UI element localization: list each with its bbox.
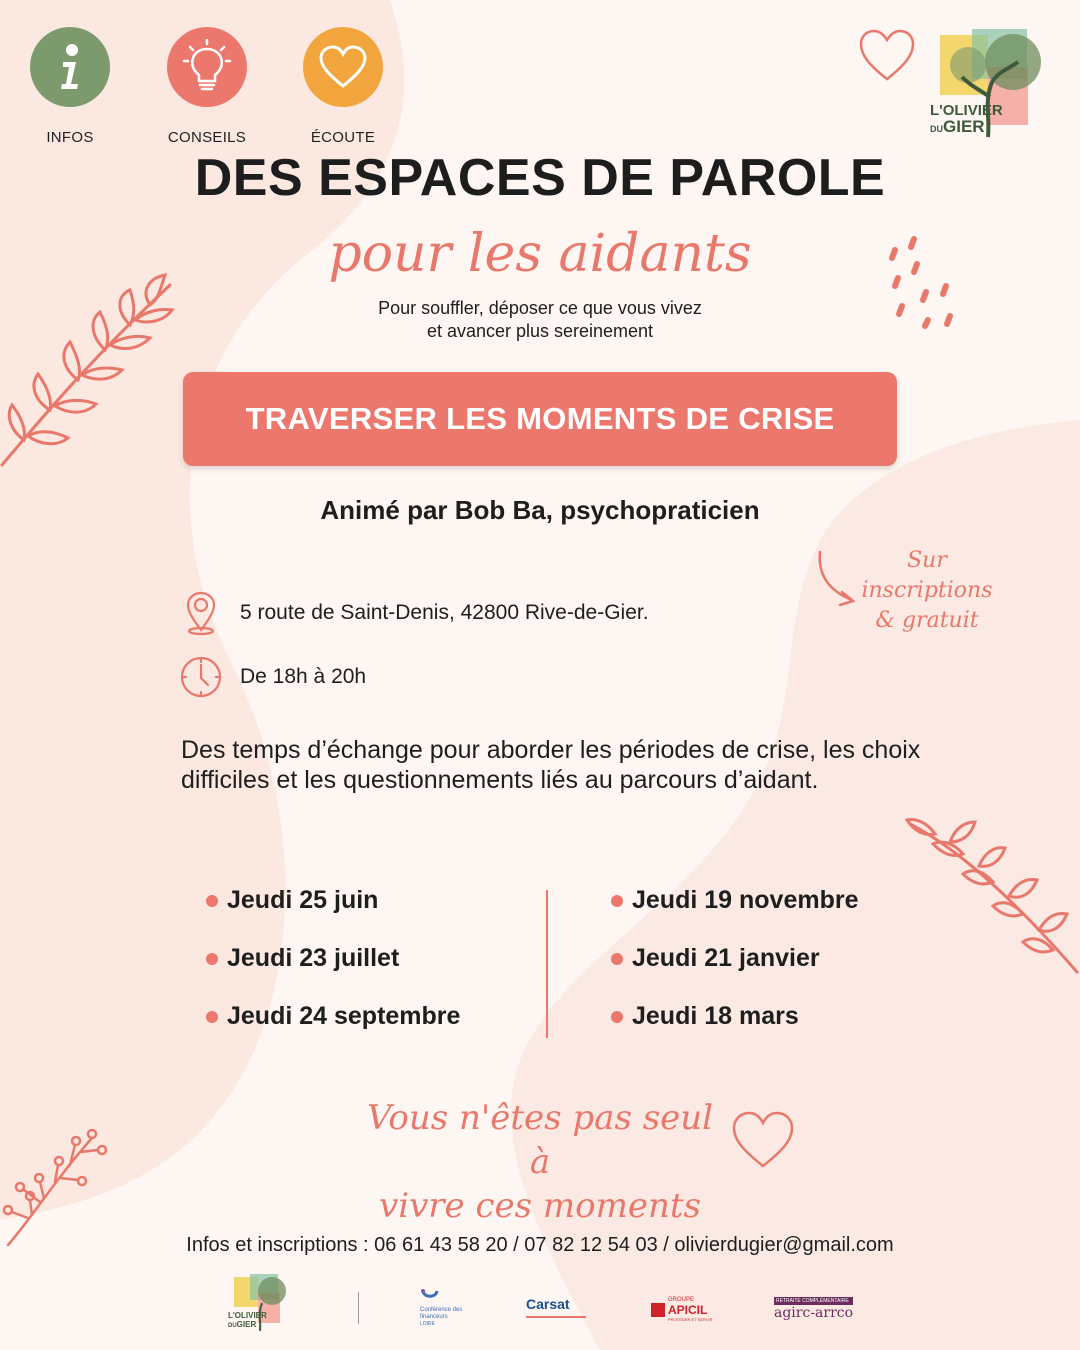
branch-decoration-left <box>0 270 180 470</box>
apicil-square-icon <box>651 1303 665 1317</box>
category-label: CONSEILS <box>167 129 247 146</box>
page-title: DES ESPACES DE PAROLE <box>194 149 886 207</box>
clock-icon <box>180 656 222 698</box>
apicil-logo: GROUPE APICIL PROTÉGER ET SERVIR <box>651 1296 713 1324</box>
date-item: Jeudi 21 janvier <box>611 944 820 973</box>
logo-text: L'OLIVIER DUGIER <box>930 102 1003 136</box>
olivier-logo-small: L'OLIVIER DUGIER <box>228 1273 298 1335</box>
tagline: Pour souffler, déposer ce que vous vivez et avancer plus sereinement <box>378 298 702 341</box>
bullet-dot <box>611 1011 623 1023</box>
registration-note: Sur inscriptions & gratuit <box>861 548 993 633</box>
lightbulb-icon <box>167 27 247 107</box>
heart-outline-icon <box>857 27 917 85</box>
bullet-dot <box>611 895 623 907</box>
bullet-dot <box>206 895 218 907</box>
description: Des temps d’échange pour aborder les périodes de crise, les choix difficiles et les questionnements liés au parcours d’aidant. <box>181 736 921 794</box>
category-infos <box>15 27 125 146</box>
category-label: ÉCOUTE <box>310 129 376 146</box>
dash-decoration <box>884 234 964 334</box>
heart-icon <box>303 27 383 107</box>
hours-text: De 18h à 20h <box>240 665 367 688</box>
date-item: Jeudi 24 septembre <box>206 1002 460 1031</box>
bullet-dot <box>611 953 623 965</box>
bullet-dot <box>206 953 218 965</box>
agirc-arrco-logo: RETRAITE COMPLÉMENTAIRE agirc-arrco <box>774 1298 854 1321</box>
branch-decoration-right <box>905 812 1080 977</box>
address-row <box>180 590 649 636</box>
category-ecoute <box>288 27 398 146</box>
arc-icon <box>420 1288 440 1302</box>
hours-row <box>180 656 366 698</box>
address-text: 5 route de Saint-Denis, 42800 Rive-de-Gier. <box>240 601 649 624</box>
olivier-logo <box>928 27 1058 147</box>
date-item: Jeudi 18 mars <box>611 1002 799 1031</box>
bullet-dot <box>206 1011 218 1023</box>
session-banner: TRAVERSER LES MOMENTS DE CRISE <box>183 372 897 466</box>
date-item: Jeudi 25 juin <box>206 886 378 915</box>
berry-branch-decoration <box>0 1120 110 1250</box>
page-subtitle: pour les aidants <box>328 224 752 284</box>
heart-outline-icon <box>730 1108 796 1174</box>
info-icon <box>30 27 110 107</box>
logo-separator <box>358 1292 359 1324</box>
category-label: INFOS <box>46 129 94 146</box>
date-item: Jeudi 19 novembre <box>611 886 858 915</box>
date-item: Jeudi 23 juillet <box>206 944 399 973</box>
dates-divider <box>546 890 548 1038</box>
carsat-logo: Carsat <box>526 1296 586 1318</box>
location-pin-icon <box>180 590 222 636</box>
contact-line: Infos et inscriptions : 06 61 43 58 20 / 07 82 12 54 03 / olivierdugier@gmail.com <box>186 1234 894 1256</box>
category-conseils <box>152 27 262 146</box>
animator-text: Animé par Bob Ba, psychopraticien <box>320 495 760 525</box>
conference-financeurs-logo: Conférence des financeurs LOIRE <box>420 1288 470 1327</box>
closing-message: Vous n'êtes pas seul à vivre ces moments <box>366 1098 714 1226</box>
